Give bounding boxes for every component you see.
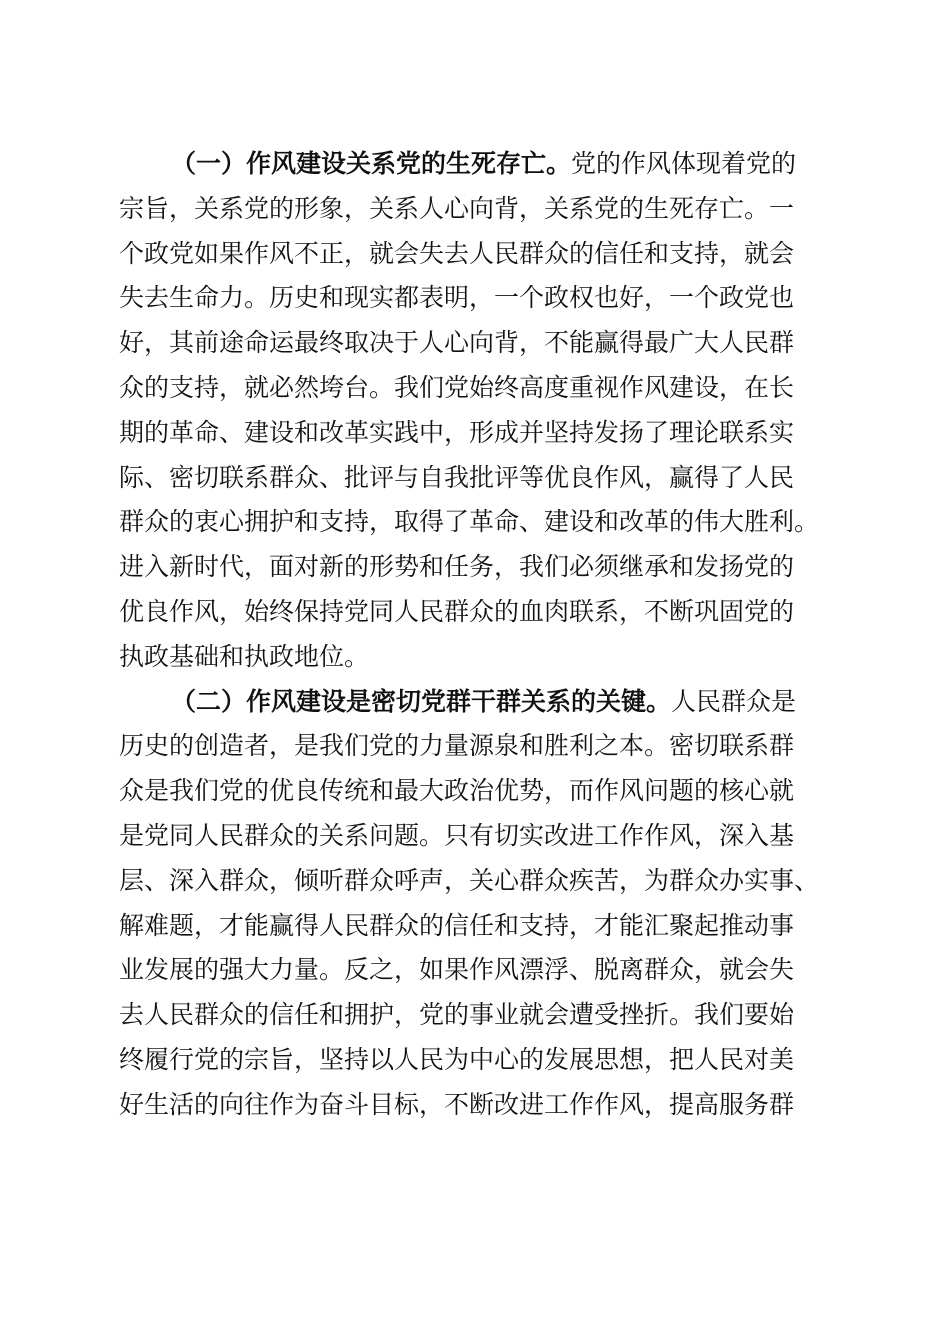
paragraph-2-line: 解难题，才能赢得人民群众的信任和支持，才能汇聚起推动事 xyxy=(119,910,795,940)
paragraph-1-line: 期的革命、建设和改革实践中，形成并坚持发扬了理论联系实 xyxy=(119,417,795,447)
paragraph-1-first-line xyxy=(119,142,829,187)
paragraph-1-line: 群众的衷心拥护和支持，取得了革命、建设和改革的伟大胜利。 xyxy=(119,507,820,537)
paragraph-1-line: 际、密切联系群众、批评与自我批评等优良作风，赢得了人民 xyxy=(119,462,795,492)
paragraph-2-line: 众是我们党的优良传统和最大政治优势，而作风问题的核心就 xyxy=(119,776,795,806)
paragraph-2-line: 好生活的向往作为奋斗目标，不断改进工作作风，提高服务群 xyxy=(119,1089,795,1119)
document-body xyxy=(119,142,829,1128)
paragraph-1-line: 宗旨，关系党的形象，关系人心向背，关系党的生死存亡。一 xyxy=(119,193,795,223)
paragraph-2-line: 层、深入群众，倾听群众呼声，关心群众疾苦，为群众办实事、 xyxy=(119,865,820,895)
paragraph-1-line: 众的支持，就必然垮台。我们党始终高度重视作风建设，在长 xyxy=(119,372,795,402)
paragraph-1-line: 进入新时代，面对新的形势和任务，我们必须继承和发扬党的 xyxy=(119,552,795,582)
paragraph-2-line: 是党同人民群众的关系问题。只有切实改进工作作风，深入基 xyxy=(119,820,795,850)
paragraph-1-line: 个政党如果作风不正，就会失去人民群众的信任和支持，就会 xyxy=(119,238,795,268)
paragraph-2-line: 终履行党的宗旨，坚持以人民为中心的发展思想，把人民对美 xyxy=(119,1044,795,1074)
paragraph-2-first-line xyxy=(119,680,829,725)
paragraph-2-line: 业发展的强大力量。反之，如果作风漂浮、脱离群众，就会失 xyxy=(119,955,795,985)
paragraph-1-heading: （一）作风建设关系党的生死存亡。 xyxy=(171,149,572,178)
paragraph-2-line: 历史的创造者，是我们党的力量源泉和胜利之本。密切联系群 xyxy=(119,731,795,761)
paragraph-1-line: 执政基础和执政地位。 xyxy=(119,641,370,671)
paragraph-1-lead-text: 党的作风体现着党的 xyxy=(571,149,797,178)
paragraph-1-line: 好，其前途命运最终取决于人心向背，不能赢得最广大人民群 xyxy=(119,328,795,358)
paragraph-2-line: 去人民群众的信任和拥护，党的事业就会遭受挫折。我们要始 xyxy=(119,1000,795,1030)
paragraph-2-lead-text: 人民群众是 xyxy=(671,686,797,716)
paragraph-2-heading: （二）作风建设是密切党群干群关系的关键。 xyxy=(171,686,672,716)
paragraph-1-line: 优良作风，始终保持党同人民群众的血肉联系，不断巩固党的 xyxy=(119,596,795,626)
paragraph-1-line: 失去生命力。历史和现实都表明，一个政权也好，一个政党也 xyxy=(119,283,795,313)
